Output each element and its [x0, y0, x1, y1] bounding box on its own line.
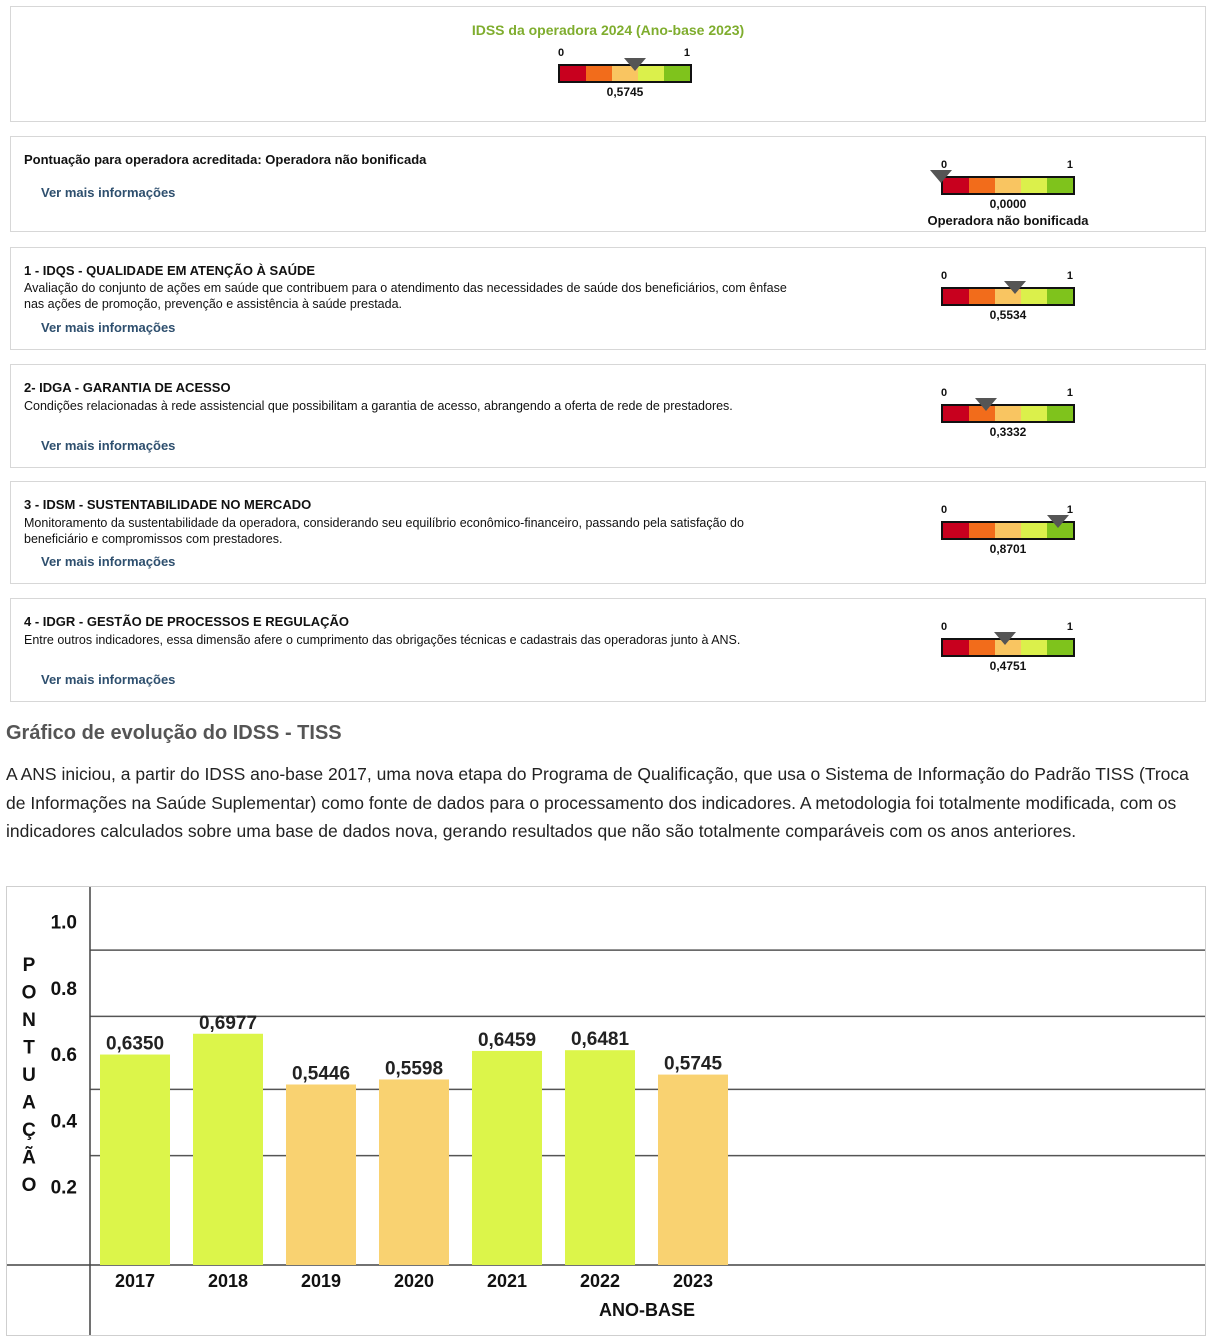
- chart-x-tick-label: 2023: [672, 1271, 714, 1291]
- chart-y-tick-label: 0.8: [50, 978, 77, 1000]
- evolution-section-text: A ANS iniciou, a partir do IDSS ano-base 2017, uma nova etapa do Programa de Qualificação, que usa o Sistema de Informação do Padrão TISS (Troca de Informações na Saúde Suplementar) como fonte de dados para o processamento dos indicadores. A metodologia foi totalmente modificada, com os indicadores calculados sobre uma base de dados nova, gerando resultados que não são totalmente comparáveis com os anos anteriores.: [6, 764, 1189, 841]
- gauge-segment: [1021, 178, 1047, 193]
- overall-gauge: [558, 47, 692, 117]
- chart-svg: [7, 887, 1205, 1335]
- dimension-description: Condições relacionadas à rede assistencial que possibilitam a garantia de acesso, abrangendo a oferta de rede de prestadores.: [24, 399, 733, 413]
- dimension-description: Entre outros indicadores, essa dimensão afere o cumprimento das obrigações técnicas e cadastrais das operadoras junto à ANS.: [24, 633, 741, 647]
- evolution-section-title: Gráfico de evolução do IDSS - TISS: [6, 722, 342, 744]
- dimension-title: 1 - IDQS - QUALIDADE EM ATENÇÃO À SAÚDE: [24, 263, 316, 278]
- chart-y-axis-label-letter: U: [22, 1065, 36, 1086]
- dimension-title: 2- IDGA - GARANTIA DE ACESSO: [24, 380, 231, 395]
- accreditation-card: [10, 136, 1206, 232]
- idgr-gauge: [941, 621, 1075, 691]
- dimension-card-idga: [10, 364, 1206, 468]
- gauge-segment: [560, 66, 586, 81]
- gauge-max-label: 1: [1066, 504, 1073, 516]
- gauge-min-label: 0: [941, 387, 948, 399]
- gauge-value: 0,5745: [606, 85, 644, 99]
- gauge-marker-icon: [1047, 515, 1069, 528]
- gauge-segment: [995, 406, 1021, 421]
- gauge-value: 0,3332: [989, 425, 1027, 439]
- chart-y-axis-label-letter: O: [21, 982, 37, 1004]
- chart-y-axis-label-letter: O: [21, 1175, 37, 1196]
- gauge-max-label: 1: [683, 47, 690, 59]
- gauge-value: 0,8701: [989, 542, 1027, 556]
- dimension-title: 3 - IDSM - SUSTENTABILIDADE NO MERCADO: [24, 497, 312, 512]
- gauge-segment: [969, 523, 995, 538]
- idgr-more-info-link[interactable]: Ver mais informações: [41, 672, 176, 687]
- gauge-segment: [1047, 289, 1073, 304]
- gauge-min-label: 0: [941, 504, 948, 516]
- gauge-marker-icon: [624, 58, 646, 71]
- gauge-segment: [664, 66, 690, 81]
- gauge-segment: [1021, 640, 1047, 655]
- gauge-max-label: 1: [1066, 270, 1073, 282]
- chart-y-tick-label: 1.0: [50, 912, 77, 934]
- gauge-value: 0,0000: [989, 197, 1027, 211]
- chart-data-label: 0,5745: [663, 1053, 723, 1075]
- chart-y-tick-label: 0.4: [50, 1111, 77, 1133]
- overall-score-title: IDSS da operadora 2024 (Ano-base 2023): [471, 22, 745, 38]
- accreditation-title: Pontuação para operadora acreditada: Operadora não bonificada: [24, 152, 427, 167]
- chart-data-label: 0,6481: [570, 1029, 630, 1051]
- idsm-gauge: [941, 504, 1075, 574]
- gauge-segment: [995, 178, 1021, 193]
- gauge-min-label: 0: [941, 270, 948, 282]
- chart-bar-2017: [100, 1055, 170, 1265]
- gauge-segment: [969, 289, 995, 304]
- gauge-segment: [1047, 178, 1073, 193]
- chart-x-axis-label: ANO-BASE: [598, 1300, 696, 1320]
- gauge-segment: [1047, 640, 1073, 655]
- chart-x-tick-label: 2018: [207, 1271, 249, 1291]
- dimension-description: Monitoramento da sustentabilidade da operadora, considerando seu equilíbrio econômico-financeiro, passando pela satisfação do beneficiário e compromissos com prestadores.: [24, 516, 744, 546]
- gauge-segment: [969, 640, 995, 655]
- overall-score-panel: [10, 6, 1206, 122]
- chart-x-tick-label: 2021: [486, 1271, 528, 1291]
- chart-bar-2023: [658, 1075, 728, 1265]
- chart-y-axis-label-letter: A: [22, 1092, 36, 1114]
- gauge-scale-bar: [941, 176, 1075, 195]
- gauge-segment: [943, 289, 969, 304]
- chart-y-tick-label: 0.6: [50, 1045, 77, 1067]
- gauge-max-label: 1: [1066, 387, 1073, 399]
- gauge-min-label: 0: [558, 47, 565, 59]
- dimension-card-idgr: [10, 598, 1206, 702]
- gauge-segment: [943, 406, 969, 421]
- chart-y-axis-label-letter: N: [22, 1010, 36, 1031]
- chart-data-label: 0,5446: [291, 1063, 351, 1085]
- gauge-segment: [1021, 406, 1047, 421]
- idsm-more-info-link[interactable]: Ver mais informações: [41, 554, 176, 569]
- gauge-segment: [969, 178, 995, 193]
- chart-data-label: 0,6977: [198, 1012, 258, 1034]
- gauge-max-label: 1: [1066, 621, 1073, 633]
- gauge-segment: [995, 523, 1021, 538]
- dimension-description: Avaliação do conjunto de ações em saúde que contribuem para o atendimento das necessidades de saúde dos beneficiários, com ênfase nas ações de promoção, prevenção e assistência à saúde prestada.: [24, 281, 787, 311]
- chart-bar-2021: [472, 1051, 542, 1265]
- gauge-scale-bar: [941, 404, 1075, 423]
- chart-bar-2018: [193, 1034, 263, 1265]
- chart-y-axis-label-letter: Ç: [22, 1120, 36, 1141]
- chart-y-axis-label-letter: Ã: [22, 1147, 36, 1169]
- gauge-segment: [1021, 523, 1047, 538]
- accreditation-more-info-link[interactable]: Ver mais informações: [41, 185, 176, 200]
- accreditation-gauge: [927, 159, 1089, 229]
- idss-evolution-chart: [6, 886, 1206, 1336]
- idga-more-info-link[interactable]: Ver mais informações: [41, 438, 176, 453]
- chart-bar-2020: [379, 1079, 449, 1265]
- gauge-segment: [943, 523, 969, 538]
- idqs-gauge: [941, 270, 1075, 340]
- chart-data-label: 0,5598: [384, 1058, 444, 1080]
- gauge-min-label: 0: [941, 159, 948, 171]
- gauge-min-label: 0: [941, 621, 948, 633]
- chart-y-tick-label: 0.2: [50, 1177, 77, 1199]
- chart-x-tick-label: 2017: [114, 1271, 156, 1291]
- chart-bar-2019: [286, 1085, 356, 1265]
- idqs-more-info-link[interactable]: Ver mais informações: [41, 320, 176, 335]
- gauge-max-label: 1: [1066, 159, 1073, 171]
- gauge-marker-icon: [1004, 281, 1026, 294]
- idga-gauge: [941, 387, 1075, 457]
- chart-data-label: 0,6459: [477, 1029, 537, 1051]
- chart-data-label: 0,6350: [105, 1033, 165, 1055]
- chart-x-tick-label: 2020: [393, 1271, 435, 1291]
- chart-y-axis-label-letter: P: [22, 955, 36, 976]
- gauge-value: 0,5534: [989, 308, 1027, 322]
- gauge-segment: [943, 640, 969, 655]
- chart-y-axis-label-letter: T: [23, 1037, 35, 1059]
- gauge-marker-icon: [975, 398, 997, 411]
- gauge-segment: [1047, 406, 1073, 421]
- dimension-card-idqs: [10, 247, 1206, 350]
- dimension-title: 4 - IDGR - GESTÃO DE PROCESSOS E REGULAÇÃO: [24, 614, 350, 629]
- gauge-segment: [586, 66, 612, 81]
- chart-x-tick-label: 2022: [579, 1271, 621, 1291]
- gauge-value: 0,4751: [989, 659, 1027, 673]
- gauge-marker-icon: [994, 632, 1016, 645]
- gauge-marker-icon: [930, 170, 952, 183]
- gauge-note: Operadora não bonificada: [927, 213, 1089, 228]
- chart-bar-2022: [565, 1050, 635, 1265]
- dimension-card-idsm: [10, 481, 1206, 584]
- chart-x-tick-label: 2019: [300, 1271, 342, 1291]
